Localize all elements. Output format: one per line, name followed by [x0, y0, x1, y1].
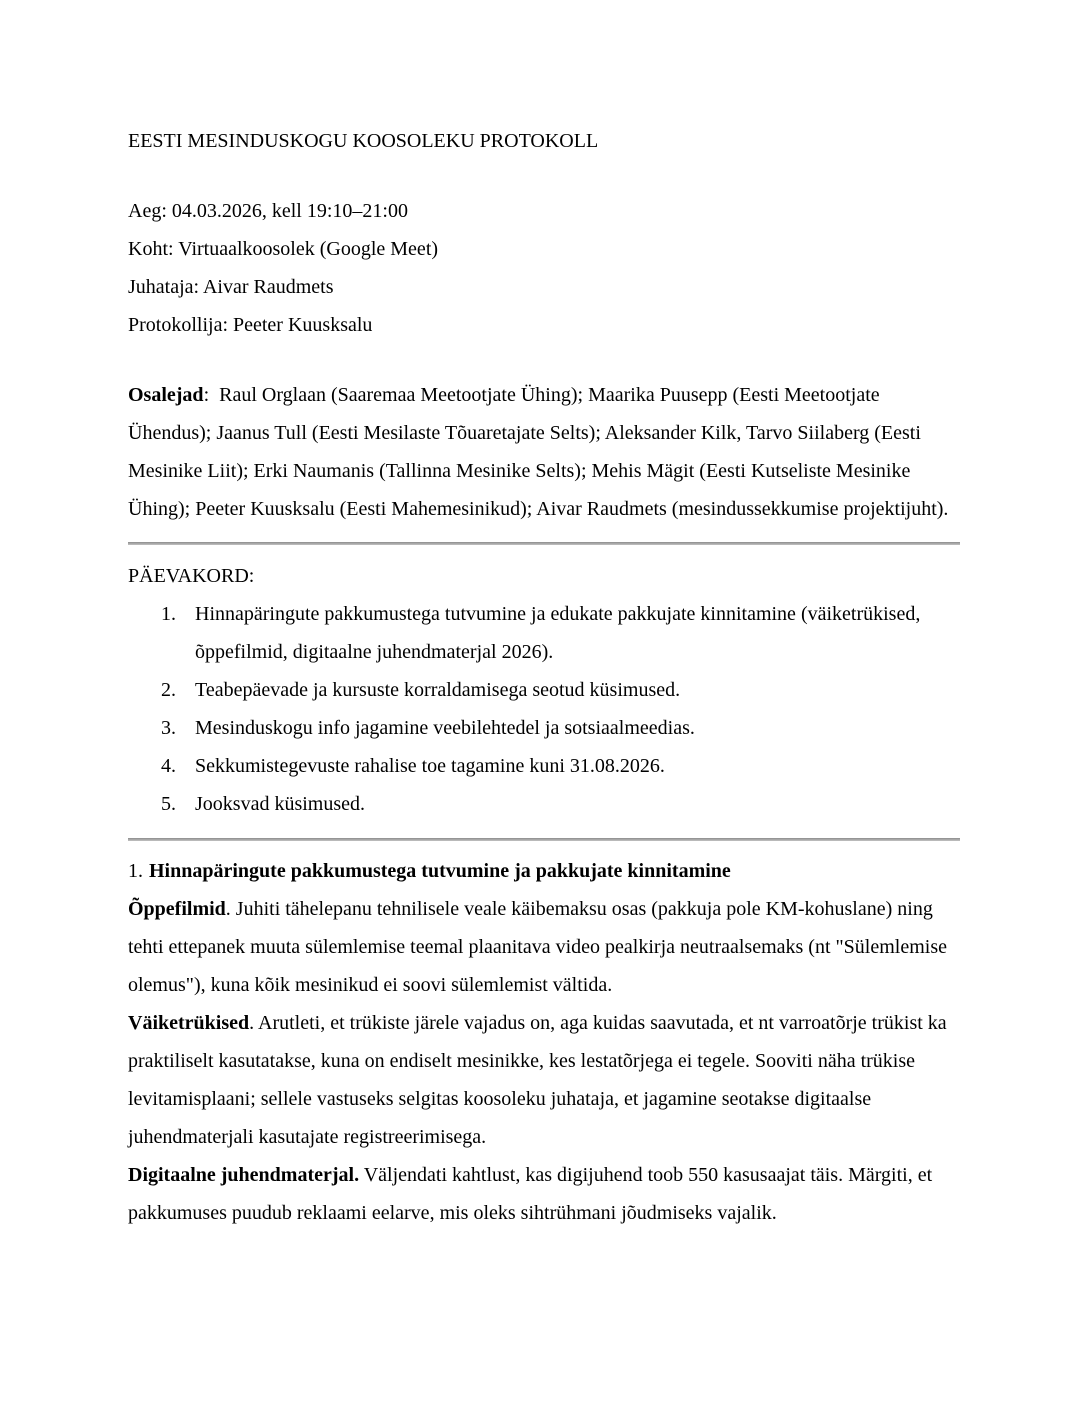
- agenda-item-1: Hinnapäringute pakkumustega tutvumine ja edukate pakkujate kinnitamine (väiketrükised, õppefilmid, digitaalne juhendmaterjal 2026).: [195, 603, 921, 663]
- agenda-heading: PÄEVAKORD:: [128, 565, 255, 587]
- meta-block: [128, 192, 960, 344]
- section1-heading-text: Hinnapäringute pakkumustega tutvumine ja pakkujate kinnitamine: [149, 860, 731, 882]
- paragraph-oppefilmid-text: . Juhiti tähelepanu tehnilisele veale käibemaksu osas (pakkuja pole KM-kohuslane) ning tehti ettepanek muuta sülemlemise teemal plaanitava video pealkirja neutraalsemaks (nt "Sülemlemise olemus"), kuna kõik mesinikud ei soovi sülemlemist vältida.: [128, 898, 947, 996]
- agenda-list: [128, 595, 960, 823]
- agenda-item-5: Jooksvad küsimused.: [195, 793, 365, 815]
- paragraph-vaiketrykised-text: . Arutleti, et trükiste järele vajadus on, aga kuidas saavutada, et nt varroatõrje trükist ka praktiliselt kasutatakse, kuna on endiselt mesinikke, kes lestatõrjega ei tegele. Sooviti näha trükise levitamisplaani; sellele vastuseks selgitas koosoleku juhataja, et jagamine seotakse digitaalse juhendmaterjali kasutajate registreerimisega.: [128, 1012, 947, 1148]
- paragraph-digitaalne-text: Väljendati kahtlust, kas digijuhend toob 550 kasusaajat täis. Märgiti, et pakkumuses puudub reklaami eelarve, mis oleks sihtrühmani jõudmiseks vajalik.: [128, 1164, 933, 1224]
- paragraph-vaiketrykised: [128, 1004, 960, 1156]
- participants-label: Osalejad: [128, 384, 204, 406]
- meta-line-location: Koht: Virtuaalkoosolek (Google Meet): [128, 238, 439, 260]
- participants-paragraph: [128, 376, 960, 528]
- section1-number: 1.: [128, 860, 143, 882]
- horizontal-rule-bottom: [128, 838, 960, 841]
- paragraph-vaiketrykised-lead: Väiketrükised: [128, 1012, 250, 1034]
- paragraph-digitaalne-lead: Digitaalne juhendmaterjal.: [128, 1164, 360, 1186]
- horizontal-rule-top: [128, 542, 960, 545]
- participants-text: : Raul Orglaan (Saaremaa Meetootjate Ühing); Maarika Puusepp (Eesti Meetootjate Ühendus); Jaanus Tull (Eesti Mesilaste Tõuaretajate Selts); Aleksander Kilk, Tarvo Siilaberg (Eesti Mesinike Liit); Erki Naumanis (Tallinna Mesinike Selts); Mehis Mägit (Eesti Kutseliste Mesinike Ühing); Peeter Kuusksalu (Eesti Mahemesinikud); Aivar Raudmets (mesindussekkumise projektijuht).: [128, 384, 949, 520]
- paragraph-oppefilmid-lead: Õppefilmid: [128, 898, 226, 920]
- agenda-item-2: Teabepäevade ja kursuste korraldamisega seotud küsimused.: [195, 679, 681, 701]
- meta-line-chair: Juhataja: Aivar Raudmets: [128, 276, 334, 298]
- meta-line-time: Aeg: 04.03.2026, kell 19:10–21:00: [128, 200, 408, 222]
- paragraph-oppefilmid: [128, 890, 960, 1004]
- paragraph-digitaalne: [128, 1156, 960, 1232]
- agenda-item-4: Sekkumistegevuste rahalise toe tagamine kuni 31.08.2026.: [195, 755, 665, 777]
- section1-heading: [128, 852, 960, 890]
- agenda-item-3: Mesinduskogu info jagamine veebilehtedel ja sotsiaalmeedias.: [195, 717, 695, 739]
- meta-line-recorder: Protokollija: Peeter Kuusksalu: [128, 314, 373, 336]
- document-title: EESTI MESINDUSKOGU KOOSOLEKU PROTOKOLL: [128, 130, 599, 152]
